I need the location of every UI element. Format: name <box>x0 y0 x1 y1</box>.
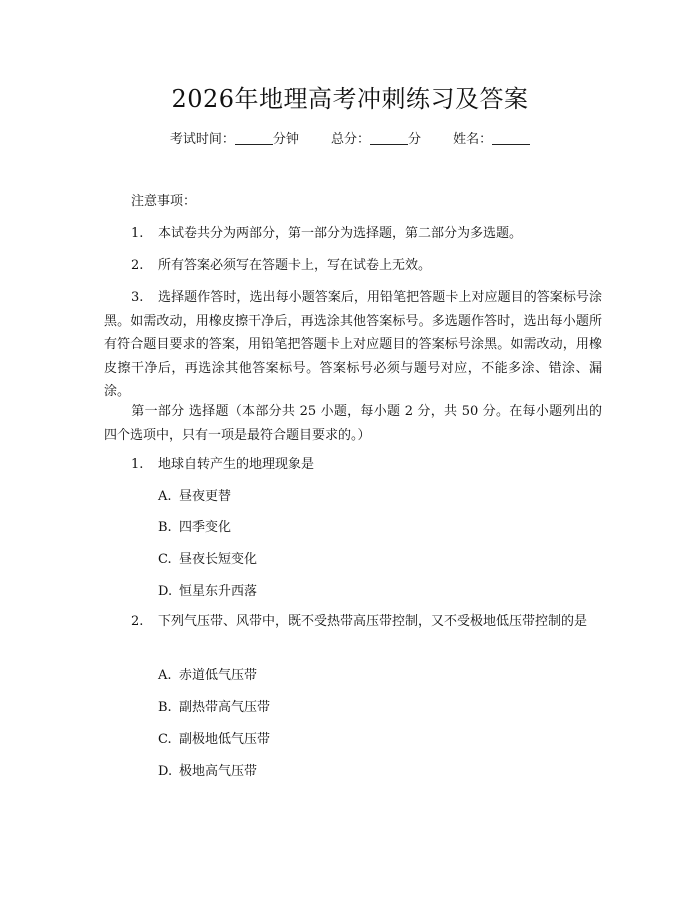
question-number: 2. <box>131 614 144 629</box>
notice-item <box>104 286 602 404</box>
question-text: 地球自转产生的地理现象是 <box>158 457 315 472</box>
option-letter: B. <box>158 700 172 715</box>
option-letter: D. <box>158 584 173 599</box>
option-letter: C. <box>158 732 172 747</box>
option-item <box>158 730 270 750</box>
option-item <box>158 666 257 686</box>
option-text: 昼夜长短变化 <box>179 552 258 567</box>
exam-meta <box>0 130 700 150</box>
notice-text: 所有答案必须写在答题卡上，写在试卷上无效。 <box>158 258 432 273</box>
option-letter: C. <box>158 552 172 567</box>
time-blank <box>235 130 273 145</box>
score-unit: 分 <box>408 132 422 147</box>
option-item <box>158 487 231 507</box>
score-label: 总分： <box>330 132 370 147</box>
option-item <box>158 762 257 782</box>
time-unit: 分钟 <box>272 132 299 147</box>
option-item <box>158 698 270 718</box>
option-text: 副热带高气压带 <box>179 700 271 715</box>
option-letter: D. <box>158 764 173 779</box>
option-text: 赤道低气压带 <box>179 668 258 683</box>
score-blank <box>370 130 408 145</box>
option-text: 昼夜更替 <box>179 489 232 504</box>
time-label: 考试时间： <box>169 132 235 147</box>
option-text: 极地高气压带 <box>179 764 258 779</box>
question-stem <box>104 610 602 634</box>
option-item <box>158 550 257 570</box>
option-text: 恒星东升西落 <box>179 584 258 599</box>
option-text: 四季变化 <box>179 520 232 535</box>
name-label: 姓名： <box>453 132 493 147</box>
notice-heading: 注意事项： <box>131 194 197 209</box>
section-text: 第一部分 选择题（本部分共 25 小题，每小题 2 分，共 50 分。在每小题列出的四个选项中，只有一项是最符合题目要求的。） <box>104 404 602 443</box>
notice-text: 选择题作答时，选出每小题答案后，用铅笔把答题卡上对应题目的答案标号涂黑。如需改动，用橡皮擦干净后，再选涂其他答案标号。多选题作答时，选出每小题所有符合题目要求的答案，用铅笔把答题卡上对应题目的答案标号涂黑。如需改动，用橡皮擦干净后，再选涂其他答案标号。答案标号必须与题号对应，不能多涂、错涂、漏涂。 <box>104 290 602 399</box>
notice-item <box>131 256 431 276</box>
question-text: 下列气压带、风带中，既不受热带高压带控制，又不受极地低压带控制的是 <box>158 614 588 629</box>
option-item <box>158 518 231 538</box>
name-blank <box>492 130 530 145</box>
notice-number: 1. <box>131 226 144 241</box>
option-letter: A. <box>158 489 172 504</box>
question-number: 1. <box>131 457 144 472</box>
page-title: 2026年地理高考冲刺练习及答案 <box>171 85 529 113</box>
notice-number: 3. <box>131 290 144 305</box>
notice-number: 2. <box>131 258 144 273</box>
exam-time <box>170 130 299 150</box>
exam-score <box>331 130 421 150</box>
section-heading <box>104 400 602 447</box>
option-text: 副极地低气压带 <box>179 732 271 747</box>
option-item <box>158 582 257 602</box>
question-stem <box>131 455 314 475</box>
notice-item <box>131 224 522 244</box>
option-letter: A. <box>158 668 172 683</box>
exam-name <box>453 130 530 150</box>
option-letter: B. <box>158 520 172 535</box>
notice-text: 本试卷共分为两部分，第一部分为选择题，第二部分为多选题。 <box>158 226 523 241</box>
